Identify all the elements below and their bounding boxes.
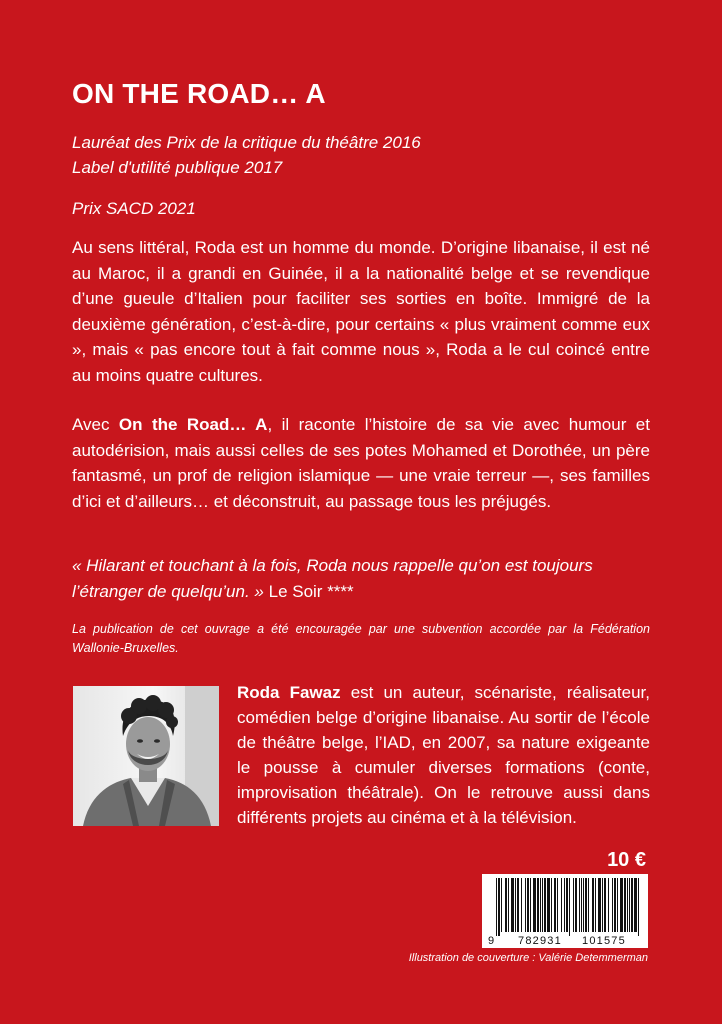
book-title: ON THE ROAD… A [72,78,326,109]
press-quote-text: « Hilarant et touchant à la fois, Roda nous rappelle qu’on est toujours l’étranger de quelqu’un. » [72,556,593,601]
author-bio [237,680,650,830]
subsidy-note: La publication de cet ouvrage a été encouragée par une subvention accordée par la Fédération Wallonie-Bruxelles. [72,622,650,655]
barcode-icon [482,874,648,948]
author-bio-text: est un auteur, scénariste, réalisateur, comédien belge d’origine libanaise. Au sortir de l’école de théâtre belge, l’IAD, en 2007, sa nature exigeante le pousse à cumuler diverses formations (conte, improvisation théâtrale). On le retrouve aussi dans différents projets au cinéma et à la télévision. [237,683,650,827]
summary-p2-before: Avec [72,415,119,434]
summary-p2-title: On the Road… A [118,415,268,434]
author-portrait-image [73,686,219,826]
price-label: 10 € [607,849,646,871]
summary-paragraph-1: Au sens littéral, Roda est un homme du monde. D’origine libanaise, il est né au Maroc, il a grandi en Guinée, il a la nationalité belge et se revendique d’une gueule d’Italien pour faciliter ses sorties en boîte. Immigré de la deuxième génération, c’est-à-dire, pour certains « plus vraiment comme eux », mais « pas encore tout à fait comme nous », Roda a le cul coincé entre au moins quatre cultures. [72,238,650,385]
press-quote [72,553,652,604]
isbn-left-group: 782931 [518,935,562,947]
summary-p2-after: , il raconte l’histoire de sa vie avec humour et autodérision, mais aussi celles de ses potes Mohamed et Dorothée, un père fantasmé, un prof de religion islamique — une vraie terreur —, ses familles d’ici et d’ailleurs… et déconstruit, au passage tous les préjugés. [72,415,650,511]
awards-list [72,130,652,180]
cover-illustration-credit: Illustration de couverture : Valérie Detemmerman [408,952,648,964]
press-quote-source: Le Soir **** [268,581,354,601]
isbn-barcode [482,874,648,948]
isbn-right-group: 101575 [582,935,626,947]
author-photo [73,686,219,826]
summary-paragraph-2 [72,412,650,514]
isbn-first-digit: 9 [488,935,495,947]
author-name: Roda Fawaz [237,683,341,702]
award-critique: Lauréat des Prix de la critique du théâtre 2016 [72,133,421,152]
award-label: Label d'utilité publique 2017 [72,158,283,177]
award-sacd: Prix SACD 2021 [72,199,196,218]
